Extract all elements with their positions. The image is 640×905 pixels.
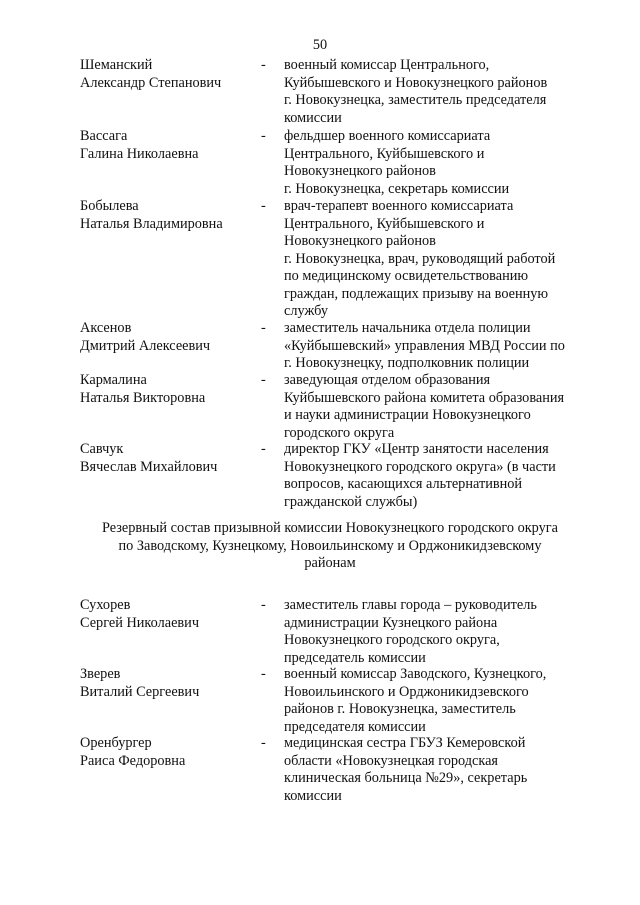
member-name [80,198,260,233]
position-line: области «Новокузнецкая городская [284,752,499,769]
member-name [80,57,260,92]
position-line: председатель комиссии [284,649,426,666]
member-given-names: Галина Николаевна [80,145,199,162]
member-surname: Оренбургер [80,735,152,751]
position-line: комиссии [284,787,342,804]
position-line: медицинская сестра ГБУЗ Кемеровской [284,735,526,751]
position-line: Новокузнецкого городского округа» (в части [284,458,556,475]
dash-separator: - [261,57,266,73]
member-surname: Аксенов [80,320,132,336]
member-name [80,666,260,701]
section-heading [60,520,600,573]
member-position [284,320,594,373]
position-line: Новокузнецкого районов [284,163,436,179]
dash-separator: - [261,735,266,751]
position-line: и науки администрации Новокузнецкого [284,407,531,423]
member-surname: Сухорев [80,597,131,613]
position-line: вопросов, касающихся альтернативной [284,476,523,492]
member-surname: Зверев [80,666,121,682]
member-position [284,735,594,805]
position-line: гражданской службы) [284,493,418,510]
position-line: заместитель главы города – руководитель [284,597,537,613]
position-line: г. Новокузнецка, заместитель председателя [284,92,547,108]
member-position [284,57,594,127]
position-line: Центрального, Куйбышевского и [284,215,485,232]
position-line: районов г. Новокузнецка, заместитель [284,701,516,717]
position-line: администрации Кузнецкого района [284,614,498,631]
member-position [284,372,594,442]
position-line: военный комиссар Заводского, Кузнецкого, [284,666,547,682]
member-name [80,441,260,476]
position-line: «Куйбышевский» управления МВД России по [284,337,565,354]
position-line: Новокузнецкого городского округа, [284,632,500,648]
member-surname: Бобылева [80,198,139,214]
position-line: клиническая больница №29», секретарь [284,770,528,786]
position-line: военный комиссар Центрального, [284,57,490,73]
position-line: директор ГКУ «Центр занятости населения [284,441,549,457]
position-line: Новоильинского и Орджоникидзевского [284,683,529,700]
member-surname: Шеманский [80,57,153,73]
dash-separator: - [261,320,266,336]
member-position [284,198,594,321]
position-line: по медицинскому освидетельствованию [284,268,529,284]
position-line: Новокузнецкого районов [284,233,436,249]
position-line: г. Новокузнецку, подполковник полиции [284,355,530,371]
dash-separator: - [261,597,266,613]
heading-line: районам [304,555,356,571]
member-given-names: Сергей Николаевич [80,614,200,631]
position-line: врач-терапевт военного комиссариата [284,198,514,214]
position-line: г. Новокузнецка, секретарь комиссии [284,180,510,197]
member-given-names: Виталий Сергеевич [80,683,200,700]
position-line: граждан, подлежащих призыву на военную [284,285,549,302]
member-given-names: Александр Степанович [80,74,222,91]
member-given-names: Наталья Викторовна [80,389,206,406]
member-surname: Кармалина [80,372,147,388]
member-name [80,597,260,632]
position-line: службу [284,303,329,319]
position-line: Куйбышевского и Новокузнецкого районов [284,74,548,91]
position-line: заведующая отделом образования [284,372,491,388]
member-name [80,372,260,407]
member-given-names: Дмитрий Алексеевич [80,337,211,354]
position-line: фельдшер военного комиссариата [284,128,491,144]
member-position [284,597,594,667]
member-given-names: Раиса Федоровна [80,752,186,769]
dash-separator: - [261,198,266,214]
position-line: Центрального, Куйбышевского и [284,145,485,162]
member-surname: Савчук [80,441,124,457]
position-line: Куйбышевского района комитета образования [284,389,565,406]
page-number: 50 [312,37,328,53]
member-given-names: Вячеслав Михайлович [80,458,218,475]
member-position [284,666,594,736]
dash-separator: - [261,666,266,682]
position-line: г. Новокузнецка, врач, руководящий работой [284,250,556,267]
member-surname: Вассага [80,128,128,144]
member-position [284,128,594,198]
heading-line: по Заводскому, Кузнецкому, Новоильинскому и Орджоникидзевскому [118,537,542,554]
dash-separator: - [261,441,266,457]
position-line: председателя комиссии [284,718,426,735]
heading-line: Резервный состав призывной комиссии Новокузнецкого городского округа [101,520,559,536]
member-name [80,128,260,163]
dash-separator: - [261,128,266,144]
member-given-names: Наталья Владимировна [80,215,223,232]
position-line: заместитель начальника отдела полиции [284,320,531,336]
dash-separator: - [261,372,266,388]
member-name [80,320,260,355]
member-name [80,735,260,770]
position-line: комиссии [284,109,342,126]
member-position [284,441,594,511]
position-line: городского округа [284,424,395,441]
